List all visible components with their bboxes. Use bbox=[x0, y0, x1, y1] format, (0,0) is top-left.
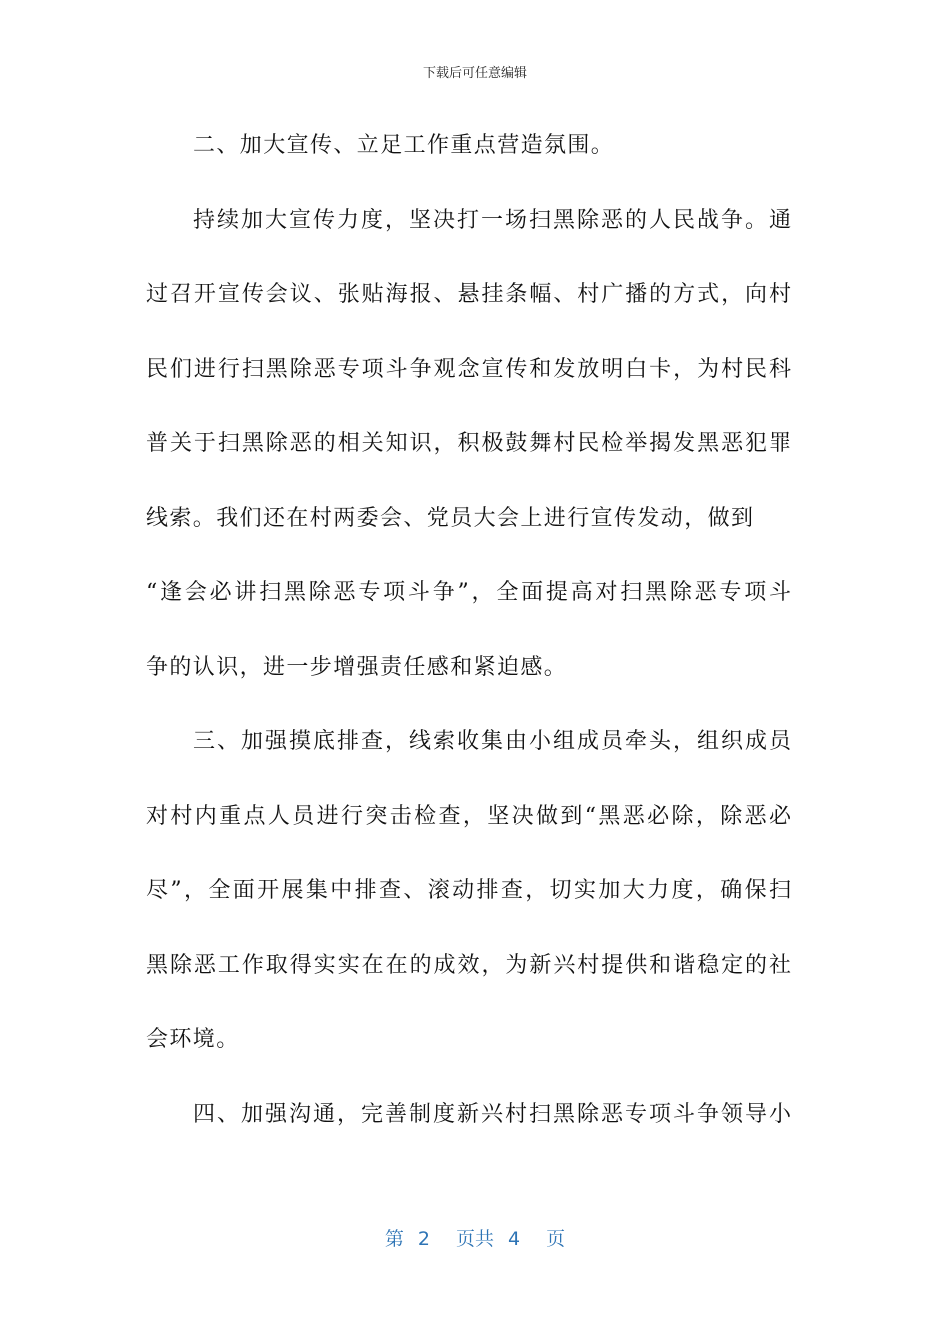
page-number-footer bbox=[0, 1226, 950, 1252]
text-line: 会环境。 bbox=[146, 1027, 240, 1052]
current-page-number: 2 bbox=[417, 1228, 430, 1250]
text-line: 持续加大宣传力度，坚决打一场扫黑除恶的人民战争。通 bbox=[193, 207, 791, 233]
text-line: 尽”，全面开展集中排查、滚动排查，切实加大力度，确保扫 bbox=[146, 878, 791, 903]
document-body bbox=[146, 126, 791, 1169]
text-line: 四、加强沟通，完善制度新兴村扫黑除恶专项斗争领导小 bbox=[193, 1101, 791, 1127]
footer-suffix: 页 bbox=[546, 1228, 566, 1250]
footer-middle: 页共 bbox=[455, 1228, 494, 1250]
footer-prefix: 第 bbox=[384, 1228, 404, 1250]
text-line: “逢会必讲扫黑除恶专项斗争”，全面提高对扫黑除恶专项斗 bbox=[146, 580, 791, 605]
text-line: 普关于扫黑除恶的相关知识，积极鼓舞村民检举揭发黑恶犯罪 bbox=[146, 431, 791, 456]
total-pages-number: 4 bbox=[508, 1228, 521, 1250]
text-line: 民们进行扫黑除恶专项斗争观念宣传和发放明白卡，为村民科 bbox=[146, 356, 791, 382]
text-line: 黑除恶工作取得实实在在的成效，为新兴村提供和谐稳定的社 bbox=[146, 952, 791, 978]
text-line: 争的认识，进一步增强责任感和紧迫感。 bbox=[146, 654, 568, 680]
text-line: 二、加大宣传、立足工作重点营造氛围。 bbox=[193, 133, 615, 158]
text-line: 三、加强摸底排查，线索收集由小组成员牵头，组织成员 bbox=[193, 729, 791, 754]
text-line: 对村内重点人员进行突击检查，坚决做到“黑恶必除，除恶必 bbox=[146, 803, 791, 829]
text-line: 过召开宣传会议、张贴海报、悬挂条幅、村广播的方式，向村 bbox=[146, 282, 791, 307]
page-header-note: 下载后可任意编辑 bbox=[422, 66, 527, 81]
text-line: 线索。我们还在村两委会、党员大会上进行宣传发动，做到 bbox=[146, 505, 755, 531]
